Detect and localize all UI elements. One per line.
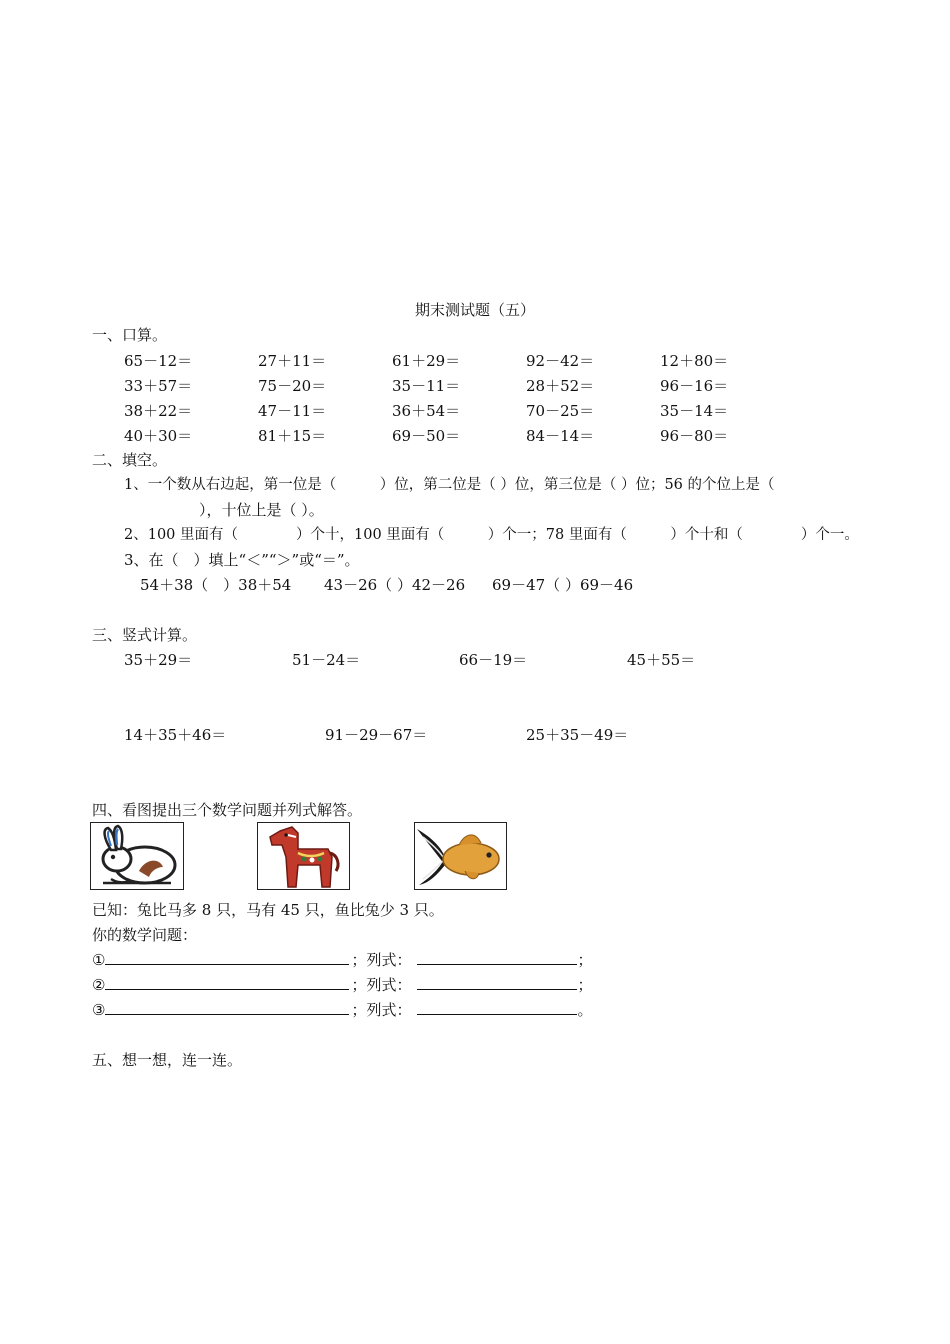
- oral-calc-item: 92－42＝: [526, 352, 595, 370]
- vertical-calc-item: 45＋55＝: [627, 651, 696, 669]
- rabbit-picture: [90, 822, 184, 890]
- oral-calc-item: 70－25＝: [526, 402, 595, 420]
- oral-calc-item: 96－80＝: [660, 427, 729, 445]
- formula-label: ；列式：: [351, 951, 412, 969]
- question-blank[interactable]: [105, 975, 349, 990]
- fish-icon: [415, 823, 506, 889]
- fill-question-2: 2、100 里面有（ ）个十，100 里面有（ ）个一；78 里面有（ ）个十和（ ）个一。: [124, 527, 859, 543]
- vertical-calc-item: 51－24＝: [292, 651, 361, 669]
- question-line: [92, 1000, 592, 1020]
- compare-item: 43－26（ ）42－26: [324, 576, 466, 594]
- line-end-punctuation: ；: [577, 951, 593, 969]
- question-marker: ②: [92, 976, 106, 994]
- your-question-prompt: 你的数学问题：: [92, 926, 198, 944]
- oral-calc-item: 33＋57＝: [124, 377, 193, 395]
- question-marker: ①: [92, 951, 106, 969]
- vertical-calc-item: 14＋35＋46＝: [124, 726, 227, 744]
- oral-calc-item: 61＋29＝: [392, 352, 461, 370]
- question-line: [92, 950, 592, 970]
- rabbit-icon: [91, 823, 183, 889]
- question-blank[interactable]: [105, 1000, 349, 1015]
- known-conditions: 已知：兔比马多 8 只，马有 45 只，鱼比兔少 3 只。: [92, 901, 444, 919]
- fill-question-1-line-2: ），十位上是（ ）。: [124, 501, 324, 519]
- oral-calc-item: 28＋52＝: [526, 377, 595, 395]
- fill-question-3: 3、在（ ）填上“＜”“＞”或“＝”。: [124, 551, 360, 569]
- vertical-calc-item: 66－19＝: [459, 651, 528, 669]
- oral-calc-item: 35－11＝: [392, 377, 461, 395]
- formula-label: ；列式：: [351, 976, 412, 994]
- fill-question-1-line-1: 1、一个数从右边起，第一位是（ ）位，第二位是（ ）位，第三位是（ ）位；56 的个位上是（: [124, 477, 775, 493]
- oral-calc-item: 40＋30＝: [124, 427, 193, 445]
- oral-calc-item: 96－16＝: [660, 377, 729, 395]
- section-1-heading: 一、口算。: [92, 326, 168, 344]
- section-5-heading: 五、想一想，连一连。: [92, 1051, 243, 1069]
- horse-picture: [257, 822, 350, 890]
- question-marker: ③: [92, 1001, 106, 1019]
- compare-item: 69－47（ ）69－46: [492, 576, 634, 594]
- question-blank[interactable]: [105, 950, 349, 965]
- formula-blank[interactable]: [417, 950, 577, 965]
- section-3-heading: 三、竖式计算。: [92, 626, 198, 644]
- oral-calc-item: 35－14＝: [660, 402, 729, 420]
- oral-calc-item: 75－20＝: [258, 377, 327, 395]
- compare-item: 54＋38（ ）38＋54: [140, 576, 292, 594]
- line-end-punctuation: ；: [577, 976, 593, 994]
- question-line: [92, 975, 592, 995]
- line-end-punctuation: 。: [577, 1001, 593, 1019]
- vertical-calc-item: 25＋35－49＝: [526, 726, 629, 744]
- vertical-calc-item: 35＋29＝: [124, 651, 193, 669]
- formula-blank[interactable]: [417, 1000, 577, 1015]
- page-title: 期末测试题（五）: [414, 301, 535, 319]
- oral-calc-item: 38＋22＝: [124, 402, 193, 420]
- fish-picture: [414, 822, 507, 890]
- oral-calc-item: 81＋15＝: [258, 427, 327, 445]
- formula-label: ；列式：: [351, 1001, 412, 1019]
- oral-calc-item: 84－14＝: [526, 427, 595, 445]
- section-4-heading: 四、看图提出三个数学问题并列式解答。: [92, 801, 363, 819]
- oral-calc-item: 27＋11＝: [258, 352, 327, 370]
- oral-calc-item: 69－50＝: [392, 427, 461, 445]
- formula-blank[interactable]: [417, 975, 577, 990]
- section-2-heading: 二、填空。: [92, 451, 168, 469]
- vertical-calc-item: 91－29－67＝: [325, 726, 428, 744]
- oral-calc-item: 65－12＝: [124, 352, 193, 370]
- oral-calc-item: 47－11＝: [258, 402, 327, 420]
- horse-icon: [258, 823, 349, 889]
- oral-calc-item: 12＋80＝: [660, 352, 729, 370]
- oral-calc-item: 36＋54＝: [392, 402, 461, 420]
